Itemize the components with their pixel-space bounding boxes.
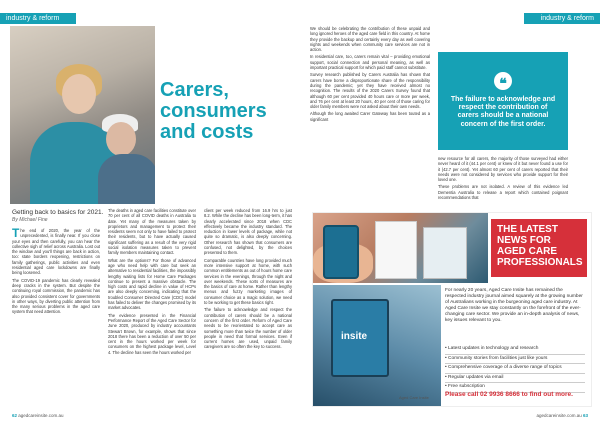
paragraph: Although the long awaited Carer Gateway has been touted as a significant <box>310 111 430 122</box>
advert-intro: For nearly 20 years, Aged Care Insite has remained the respected industry journal aimed squarely at the growing number of Australians working in the burgeoning aged care industry. At Aged Care Insite we stay constantly on the forefront of the ever-changing care sector. We provide an in-depth analysis of news, key issues relevant to you. <box>445 288 583 323</box>
carer-face <box>62 74 96 114</box>
paragraph: The failure to acknowledge and respect the contribution of carers should be a national concern of the first order. Reform of Aged Care needs to be reorientated to accept care as something more than twice the number of older people in need that formal services. Even if current homes are used, unpaid family caregivers are so often the key to success. <box>204 307 292 350</box>
page-number: 62 <box>12 413 18 418</box>
elder-face <box>106 122 136 156</box>
article-column-2 <box>438 156 568 202</box>
article-author: By Michael Fine <box>12 217 48 223</box>
drop-cap: T <box>12 226 20 240</box>
article-column-3 <box>204 208 292 352</box>
pull-quote <box>438 52 568 150</box>
page-folio <box>12 413 64 418</box>
page-folio <box>536 413 588 418</box>
paragraph: These problems are not isolated. A review of this evidence led Dementia Australia to release a report which contained poignant recommendations that <box>438 184 568 201</box>
list-item: • Latest updates in technology and research <box>445 345 585 355</box>
list-item: • Comprehensive coverage of a diverse range of topics <box>445 364 585 374</box>
phone-icon <box>323 225 359 279</box>
article-column-1 <box>12 228 100 317</box>
list-item: • Regular updates via email <box>445 374 585 384</box>
tablet-screen <box>331 299 389 377</box>
article-title: Carers, consumers and costs <box>160 79 267 143</box>
paragraph: Survey research published by Carers Australia has shown that carers have borne a disproportionate share of the responsibility during the pandemic; yet they have received almost no recognition. The results of the 2020 Carers Survey found that although 60 per cent provided 40 hours care or more per week, and 76 per cent at least 20 hours, 40 per cent of those caring for older family members were not asked about their own needs. <box>310 72 430 110</box>
paragraph: The end of 2020, the year of the unprecedented, is finally near. If you close your eyes and then carefully, you can hear the collective sigh of relief across Australia. Lost out the window and you'll things are back in action, too: state borders reopening, restrictions on family gatherings, public activities and even residential aged care lockdowns are finally being loosened. <box>12 226 100 276</box>
quote-icon: ❝ <box>494 72 512 90</box>
paragraph: Comparable countries have long provided much more intensive support at home, with such common entitlements as out of hours home care services in the evenings, through the night and over weekends. These sorts of measures are the basics of care at home. Rather than lengthy menus and fuzzy marketing images of consumer choice as a magic solution, we need to be working to get these basics right. <box>204 257 292 306</box>
magazine-cover <box>375 221 417 279</box>
advert-headline: THE LATEST NEWS FOR AGED CARE PROFESSIONALS <box>497 224 583 268</box>
advert-logo: Aged Care Insite <box>399 395 429 400</box>
article-column-2 <box>108 208 196 357</box>
elder-body <box>98 154 155 204</box>
article-tagline: Getting back to basics for 2021. <box>12 209 104 216</box>
list-item: • Community stories from facilities just like yours <box>445 355 585 365</box>
subscription-advert[interactable] <box>312 212 592 407</box>
paragraph: We should be celebrating the contribution of these unpaid and long ignored heroes of the aged care field in this country. At home they provide the backup and certainly every day as well covering nights and weekends when community care services are not in action. <box>310 26 430 53</box>
pull-quote-text: The failure to acknowledge and respect the contribution of carers should be a national concern of the first order. <box>450 96 556 128</box>
paragraph: The evidence presented in the Financial Performance Report of the Aged Care Sector for June 2020, produced by industry accountants Stewart Brown, for example, shows that since 2018 there has been a reduction of over 50 per cent in the hours worked per week for consumers on the highest package level, Level 4. The decline has seen the hours worked per <box>108 312 196 355</box>
site-url[interactable]: agedcareinsite.com.au <box>536 413 582 418</box>
tablet-screen-text: insite <box>341 331 368 342</box>
right-page <box>300 0 600 424</box>
section-tag: industry & reform <box>524 13 600 24</box>
section-tag: industry & reform <box>0 13 76 24</box>
paragraph: In residential care, too, carers remain vital – providing emotional support, social connection and personal meaning, as well as important practical support for which paid staff cannot substitute. <box>310 54 430 71</box>
advert-headline-badge <box>491 219 587 277</box>
list-item: • Free subscription <box>445 383 585 393</box>
hero-photo <box>10 26 155 204</box>
article-title-wrap <box>160 80 290 143</box>
paragraph: new resource for all carers, the majority of those surveyed had either never heard of it (44.1 per cent) or knew of it but never found a use for it (42.7 per cent). Yet almost 60 per cent of carers reported that their needs were not considered by services who provide support for their loved one. <box>438 156 568 183</box>
advert-tablet-photo <box>313 285 441 407</box>
article-column-1 <box>310 26 430 124</box>
paragraph: client per week reduced from 16.9 hrs to just 8.2. While the decline has been long-term, it has clearly accelerated since 2018 when CDC effectively became the industry standard. The reduction in lower levels of package, while not quite so dramatic, is also deeply concerning. Other research has shown that consumers are confused, not delighted, by the choices presented to them. <box>204 208 292 256</box>
paragraph: The deaths in aged care facilities constitute over 70 per cent of all COVID deaths in Australia to date. Yet many of the measures taken by proprietors and management to protect their residents seem not only to have failed to protect their residents, but to have actually caused significant suffering as a result of the very rigid social isolation measures taken to prevent family members maintaining contact. <box>108 208 196 256</box>
advert-photo <box>313 213 488 283</box>
page-number: 63 <box>582 413 588 418</box>
paragraph: What are the options? For those of advanced age who need help with care but seek an alternative to residential facilities, the impossibly lengthy waiting lists for Home Care Packages continue to present a massive obstacle. The high costs and rapid decline in value of HCPs are also deeply concerning, indicating that the troubled Consumer Directed Care (CDC) model has failed to deliver the changes promised by its market advocates. <box>108 257 196 311</box>
advert-call-to-action[interactable]: Please call 02 9936 8666 to find out more. <box>445 391 573 398</box>
magazine-cover <box>423 227 467 279</box>
advert-benefits-list <box>445 345 585 393</box>
site-url[interactable]: agedcareinsite.com.au <box>18 413 64 418</box>
paragraph: The COVID-19 pandemic has clearly revealed deep cracks in the system. But despite the continuing royal commission, the pandemic has also provided consistent cover for governments in other ways, by diverting public attention from the many serious problems in the aged care system that need attention. <box>12 277 100 315</box>
